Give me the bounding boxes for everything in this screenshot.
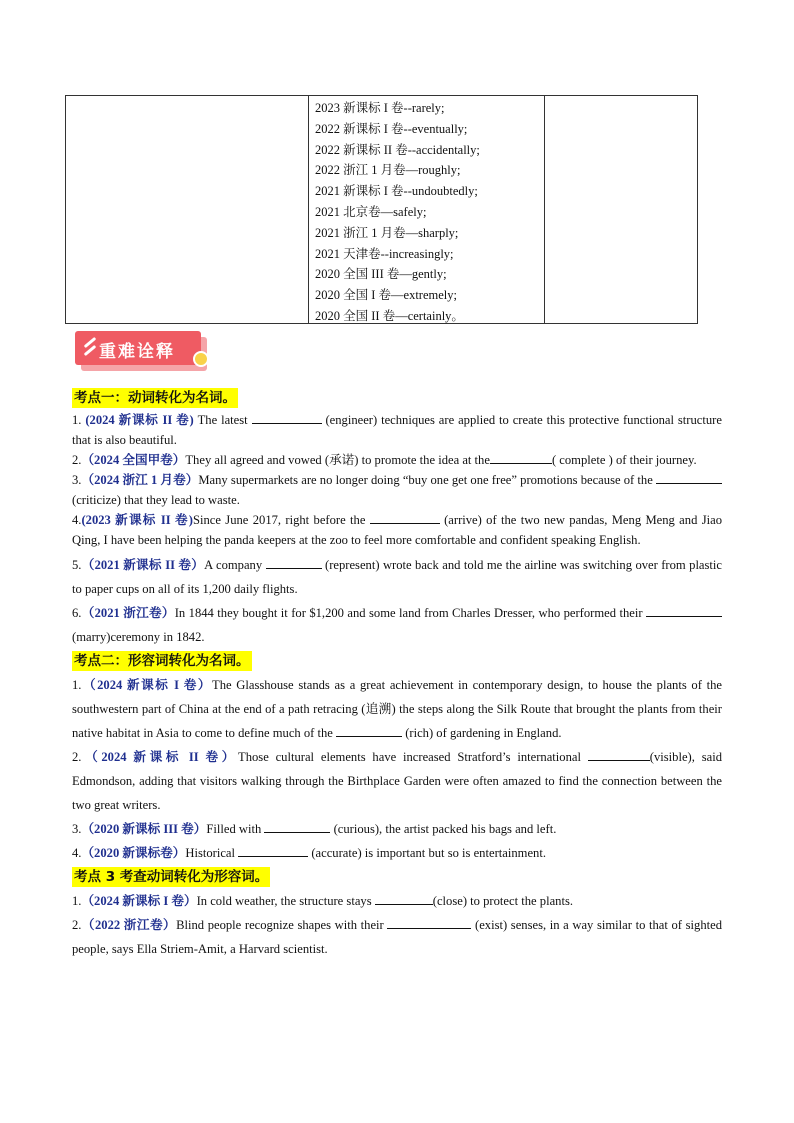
table-cell-left	[66, 96, 309, 323]
question-number: 1.	[72, 894, 82, 908]
question-source: (2024 新课标 II 卷)	[85, 413, 194, 427]
question-number: 2.	[72, 453, 82, 467]
answer-blank[interactable]	[656, 471, 722, 484]
answer-blank[interactable]	[238, 844, 308, 857]
table-line: 2021 天津卷--increasingly;	[315, 246, 454, 261]
question-source: （2020 新课标卷）	[81, 846, 186, 860]
question-text-a: Since June 2017, right before the	[192, 513, 370, 527]
question-number: 3.	[72, 822, 82, 836]
question-number: 3.	[72, 473, 82, 487]
answer-blank[interactable]	[252, 411, 322, 424]
section-title: 考点二：形容词转化为名词。	[74, 653, 250, 669]
question-text-b: (exist) senses, in a way similar to that of sighted people, says Ella Striem-Amit, a Harvard scientist.	[72, 918, 722, 956]
question-item	[72, 817, 722, 841]
question-source: （2024 浙江 1 月卷）	[81, 473, 199, 487]
banner-label: 重难诠释	[99, 342, 175, 362]
table-line: 2020 全国 III 卷—gently;	[315, 267, 447, 282]
banner-dot-icon	[193, 351, 209, 367]
exercise-content	[72, 386, 722, 961]
answer-blank[interactable]	[646, 604, 722, 617]
table-line: 2021 浙江 1 月卷—sharply;	[315, 225, 459, 240]
question-text-b: (arrive) of the two new pandas, Meng Meng and Jiao Qing, I have been helping the panda keepers at the zoo to feel more comfortable and confident speaking English.	[72, 513, 722, 547]
answer-blank[interactable]	[375, 892, 433, 905]
question-source: （2024 新课标 II 卷）	[81, 750, 239, 764]
answer-blank[interactable]	[387, 916, 471, 929]
question-number: 6.	[72, 606, 82, 620]
question-source: （2022 浙江卷）	[81, 918, 177, 932]
question-text-a: A company	[204, 558, 266, 572]
question-text-b: (visible), said Edmondson, adding that visitors walking through the Birthplace Garden were often amazed to find the connection between the two great writers.	[72, 750, 722, 812]
question-text-a: In cold weather, the structure stays	[196, 894, 375, 908]
question-source: （2024 新课标 I 卷）	[81, 894, 197, 908]
question-text-a: They all agreed and vowed (承诺) to promote the idea at the	[185, 453, 490, 467]
question-number: 2.	[72, 918, 82, 932]
question-number: 1.	[72, 678, 82, 692]
answer-blank[interactable]	[370, 511, 440, 524]
reference-table	[65, 95, 698, 324]
question-text-a: Many supermarkets are no longer doing “buy one get one free” promotions because of the	[198, 473, 656, 487]
question-number: 2.	[72, 750, 82, 764]
question-number: 5.	[72, 558, 82, 572]
question-number: 4.	[72, 846, 82, 860]
question-text-a: Filled with	[206, 822, 265, 836]
question-source: （2024 全国甲卷）	[81, 453, 186, 467]
answer-blank[interactable]	[490, 451, 552, 464]
question-text-b: (accurate) is important but so is entertainment.	[308, 846, 546, 860]
question-text-b: ( complete ) of their journey.	[551, 453, 697, 467]
question-item	[72, 450, 722, 470]
question-text-b: (represent) wrote back and told me the airline was switching over from plastic to paper cups on all of its 1,200 daily flights.	[72, 558, 723, 596]
question-text-a: In 1844 they bought it for $1,200 and some land from Charles Dresser, who performed their	[174, 606, 646, 620]
question-item	[72, 410, 722, 450]
question-text-a: The Glasshouse stands as a great achievement in contemporary design, to house the plants of the southwestern part of China at the end of a path retracing (追溯) the steps along the Silk Route that brought the plants from their native habitat in Asia to come to define much of the	[72, 678, 722, 740]
answer-blank[interactable]	[266, 556, 322, 569]
answer-blank[interactable]	[264, 820, 330, 833]
question-text-a: Those cultural elements have increased Stratford’s international	[238, 750, 588, 764]
question-number: 4.	[72, 513, 82, 527]
question-item	[72, 913, 722, 961]
question-text-a: Historical	[185, 846, 239, 860]
table-line: 2021 北京卷—safely;	[315, 204, 427, 219]
table-line: 2020 全国 I 卷—extremely;	[315, 288, 457, 303]
question-text-b: (curious), the artist packed his bags and left.	[330, 822, 557, 836]
section-title: 考点 3 考查动词转化为形容词。	[74, 869, 269, 885]
question-text-b: (close) to protect the plants.	[432, 894, 574, 908]
question-source: （2021 浙江卷）	[81, 606, 175, 620]
question-item	[72, 745, 722, 817]
question-text-a: The latest	[197, 413, 252, 427]
answer-blank[interactable]	[336, 724, 402, 737]
question-text-b: (criticize) that they lead to waste.	[72, 493, 240, 507]
table-cell-right	[545, 96, 697, 323]
table-line: 2023 新课标 I 卷--rarely;	[315, 101, 445, 115]
table-line: 2020 全国 II 卷—certainly。	[315, 308, 464, 323]
question-item	[72, 553, 722, 601]
question-item	[72, 673, 722, 745]
question-source: (2023 新课标 II 卷)	[81, 513, 193, 527]
question-item	[72, 841, 722, 865]
question-text-b: (rich) of gardening in England.	[402, 726, 562, 740]
question-source: （2020 新课标 III 卷）	[81, 822, 207, 836]
question-item	[72, 470, 722, 510]
table-line: 2021 新课标 I 卷--undoubtedly;	[315, 184, 478, 199]
question-item	[72, 510, 722, 550]
table-line: 2022 新课标 II 卷--accidentally;	[315, 142, 480, 157]
section-banner	[75, 331, 215, 375]
question-source: （2021 新课标 II 卷）	[81, 558, 205, 572]
table-cell-middle	[309, 96, 545, 323]
question-item	[72, 601, 722, 649]
question-source: （2024 新课标 I 卷）	[81, 678, 212, 692]
table-line: 2022 浙江 1 月卷—roughly;	[315, 163, 461, 178]
section-title: 考点一：动词转化为名词。	[74, 390, 236, 406]
question-number: 1.	[72, 413, 82, 427]
table-line: 2022 新课标 I 卷--eventually;	[315, 121, 468, 136]
question-item	[72, 889, 722, 913]
answer-blank[interactable]	[588, 748, 650, 761]
question-text-b: (engineer) techniques are applied to create this protective functional structure that is also beautiful.	[72, 413, 722, 447]
question-text-a: Blind people recognize shapes with their	[176, 918, 388, 932]
question-text-b: (marry)ceremony in 1842.	[72, 630, 205, 644]
